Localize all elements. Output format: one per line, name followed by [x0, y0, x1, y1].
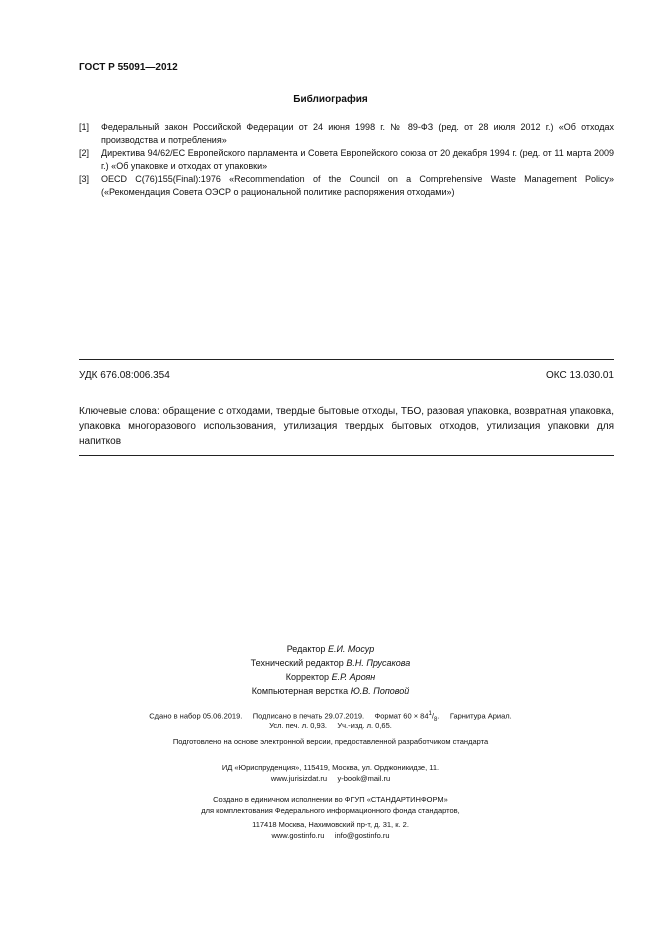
bibliography-item: [79, 121, 614, 147]
bibliography-item-text: Директива 94/62/ЕС Европейского парламента и Совета Европейского союза от 20 декабря 1994 г. (ред. от 11 марта 2009 г.) «Об упаковке и отходах от упаковки»: [101, 148, 614, 171]
credit-tech-editor: Технический редактор В.Н. Прусакова: [250, 658, 411, 668]
gostinfo-contacts: [0, 830, 661, 842]
publisher-email-link[interactable]: y-book@mail.ru: [337, 774, 391, 783]
gostinfo-email-link[interactable]: info@gostinfo.ru: [334, 831, 390, 840]
divider-bottom: [79, 455, 614, 456]
publisher-contacts: [0, 773, 661, 785]
publisher-address: ИД «Юриспруденция», 115419, Москва, ул. Орджоникидзе, 11.: [221, 763, 440, 772]
credit-proofreader: Корректор Е.Р. Ароян: [285, 672, 376, 682]
created-line-3: 117418 Москва, Нахимовский пр-т, д. 31, к. 2.: [252, 820, 409, 829]
standard-number: ГОСТ Р 55091—2012: [79, 62, 178, 73]
udk-code: УДК 676.08:006.354: [79, 370, 170, 381]
oks-code: ОКС 13.030.01: [546, 370, 614, 381]
bibliography-item-number: [2]: [79, 148, 90, 158]
bibliography-item-text: OECD C(76)155(Final):1976 «Recommendation of the Council on a Comprehensive Waste Management Policy» («Рекомендация Совета ОЭСР о рациональной политике распоряжения отходами»): [101, 174, 614, 197]
publisher-site-link[interactable]: www.jurisizdat.ru: [270, 774, 328, 783]
imprint-prepared: Подготовлено на основе электронной версии, предоставленной разработчиком стандарта: [172, 737, 489, 746]
bibliography-item-text: Федеральный закон Российской Федерации от 24 июня 1998 г. № 89-ФЗ (ред. от 28 июля 2012 г.) «Об отходах производства и потребления»: [101, 122, 614, 145]
bibliography-list: [79, 121, 614, 199]
bibliography-item: [79, 147, 614, 173]
credit-editor: Редактор Е.И. Мосур: [286, 644, 375, 654]
bibliography-item-number: [3]: [79, 174, 90, 184]
imprint-line-2: Усл. печ. л. 0,93. Уч.-изд. л. 0,65.: [269, 721, 392, 730]
imprint-line-1: Сдано в набор 05.06.2019. Подписано в печать 29.07.2019. Формат $60 \times 84^1/_8$. Гарнитура Ариал.: [149, 711, 512, 723]
gostinfo-site-link[interactable]: www.gostinfo.ru: [271, 831, 325, 840]
divider-top: [79, 359, 614, 360]
credit-layout: Компьютерная верстка Ю.В. Поповой: [251, 686, 410, 696]
created-line-2: для комплектования Федерального информационного фонда стандартов,: [201, 806, 460, 815]
credits: [0, 642, 661, 698]
created-line-1: Создано в единичном исполнении во ФГУП «СТАНДАРТИНФОРМ»: [213, 795, 448, 804]
bibliography-item-number: [1]: [79, 122, 90, 132]
bibliography-title: Библиография: [293, 94, 368, 105]
bibliography-item: [79, 173, 614, 199]
keywords: Ключевые слова: обращение с отходами, твердые бытовые отходы, ТБО, разовая упаковка, возвратная упаковка, упаковка многоразового использования, утилизация твердых бытовых отходов, утилизация упаковки для напитков: [79, 406, 614, 447]
